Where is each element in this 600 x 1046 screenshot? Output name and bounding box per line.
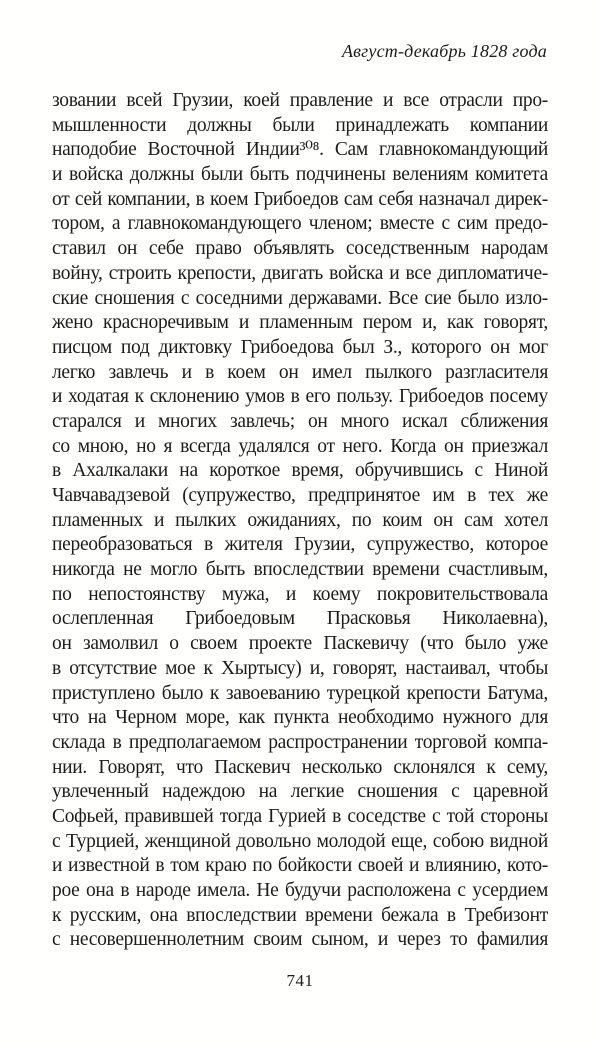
body-line: в отсутствие мое к Хыртысу) и, говорят, настаивал, чтобы — [52, 657, 548, 679]
body-line: и войска должны были быть подчинены велениям комитета — [52, 164, 548, 186]
body-line: ослепленная Грибоедовым Прасковья Николаевна), — [52, 608, 548, 630]
body-line: от сей компании, в коем Грибоедов сам себя назначал дирек- — [52, 188, 548, 210]
body-line: пламенных и пылких ожиданиях, по коим он сам хотел — [52, 509, 548, 531]
body-line: в Ахалкалаки на короткое время, обручившись с Ниной — [52, 460, 548, 482]
body-line: что на Черном море, как пункта необходимо нужного для — [52, 707, 548, 729]
body-line: со мною, но я всегда удалялся от него. Когда он приезжал — [52, 435, 548, 457]
body-line: переобразоваться в жителя Грузии, супружество, которое — [52, 534, 548, 556]
body-line: никогда не могло быть впоследствии времени счастливым, — [52, 559, 548, 581]
body-line: рое она в народе имела. Не будучи расположена с усердием — [52, 880, 548, 901]
body-text — [52, 89, 548, 953]
body-line: он замолвил о своем проекте Паскевичу (что было уже — [52, 633, 548, 655]
body-line: приступлено было к завоеванию турецкой крепости Батума, — [52, 682, 548, 704]
page-number: 741 — [286, 971, 314, 990]
body-line: ставил он себе право объявлять соседственным народам — [52, 238, 548, 260]
body-line: склада в предполагаемом распространении торговой компа- — [52, 731, 548, 753]
body-line: с несовершеннолетним своим сыном, и через то фамилия — [52, 929, 548, 951]
body-line: увлеченный надеждою на легкие сношения с царевной — [52, 781, 548, 803]
body-line: с Турцией, женщиной довольно молодой еще, собою видной — [52, 830, 548, 852]
body-line: зовании всей Грузии, коей правление и все отрасли про- — [52, 90, 548, 111]
body-line: старался и многих завлечь; он много искал сближения — [52, 410, 548, 432]
body-line: к русским, она впоследствии времени бежала в Требизонт — [52, 904, 548, 926]
body-line: нии. Говорят, что Паскевич несколько склонялся к сему, — [52, 756, 548, 778]
body-line: Чавчавадзевой (супружество, предпринятое им в тех же — [52, 485, 548, 506]
body-line: тором, а главнокомандующего членом; вместе с сим предо- — [52, 213, 548, 235]
body-line: мышленности должны были принадлежать компании — [52, 114, 548, 136]
body-line: и ходатая к склонению умов в его пользу. Грибоедов посему — [52, 386, 548, 408]
body-line: по непостоянству мужа, и коему покровительствовала — [52, 583, 548, 605]
running-header: Август-декабрь 1828 года — [341, 41, 547, 61]
body-line: легко завлечь и в коем он имел пылкого разгласителя — [52, 361, 548, 383]
body-line: Софьей, правившей тогда Гурией в соседстве с той стороны — [52, 805, 548, 827]
body-line: наподобие Восточной Индии³⁰⁸. Сам главнокомандующий — [52, 139, 548, 161]
body-line: писцом под диктовку Грибоедова был З., которого он мог — [52, 336, 548, 358]
body-line: войну, строить крепости, двигать войска и все дипломатиче- — [52, 262, 548, 284]
body-line: жено красноречивым и пламенным пером и, как говорят, — [52, 312, 548, 334]
body-line: ские сношения с соседними державами. Все сие было изло- — [52, 287, 548, 309]
body-line: и известной в том краю по бойкости своей и влиянию, кото- — [52, 855, 548, 877]
